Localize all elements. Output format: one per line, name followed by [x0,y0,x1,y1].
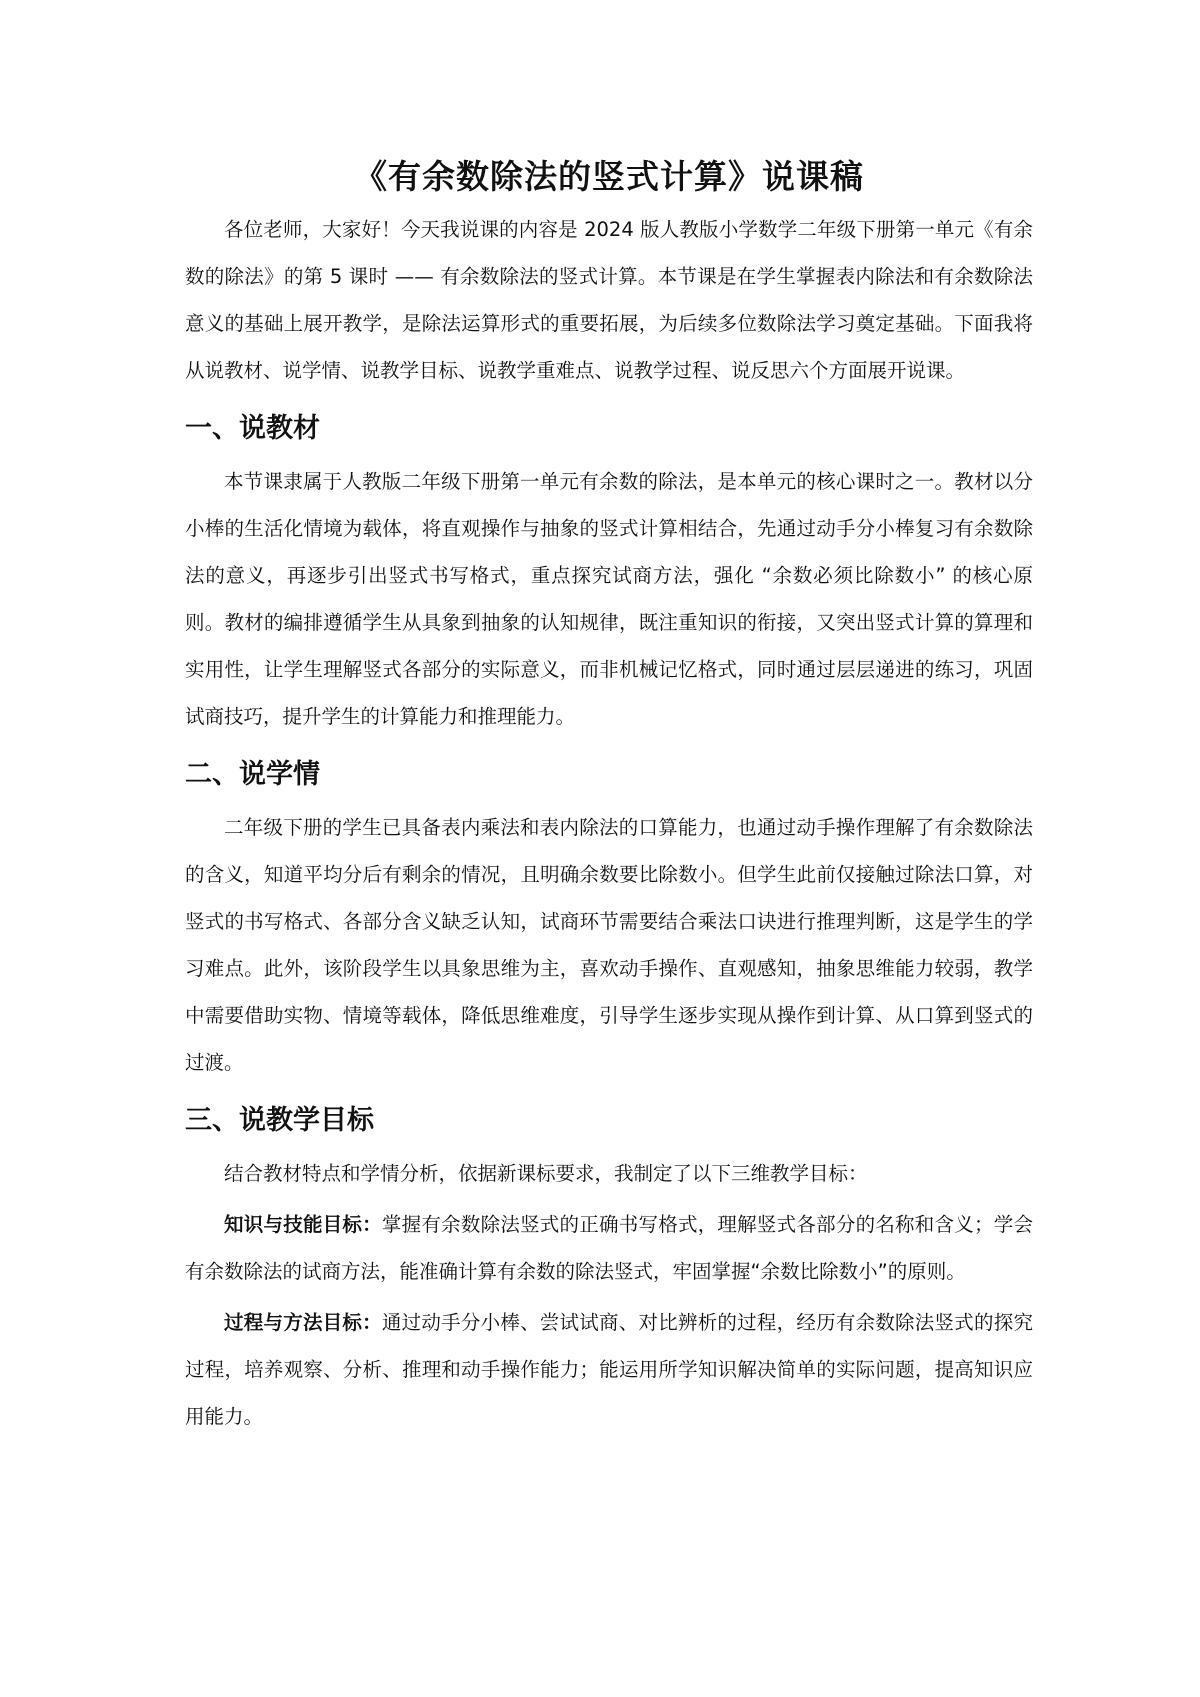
goal-knowledge-skills [185,1201,1033,1295]
section-body-textbook: 本节课隶属于人教版二年级下册第一单元有余数的除法，是本单元的核心课时之一。教材以分小棒的生活化情境为载体，将直观操作与抽象的竖式计算相结合，先通过动手分小棒复习有余数除法的意义，再逐步引出竖式书写格式，重点探究试商方法，强化 “余数必须比除数小” 的核心原则。教材的编排遵循学生从具象到抽象的认知规律，既注重知识的衔接，又突出竖式计算的算理和实用性，让学生理解竖式各部分的实际意义，而非机械记忆格式，同时通过层层递进的练习，巩固试商技巧，提升学生的计算能力和推理能力。 [185,470,1033,728]
intro-paragraph: 各位老师，大家好！今天我说课的内容是 2024 版人教版小学数学二年级下册第一单元《有余数的除法》的第 5 课时 —— 有余数除法的竖式计算。本节课是在学生掌握表内除法和有余数除法意义的基础上展开教学，是除法运算形式的重要拓展，为后续多位数除法学习奠定基础。下面我将从说教材、说学情、说教学目标、说教学重难点、说教学过程、说反思六个方面展开说课。 [185,218,1033,382]
section-heading-textbook: 一、说教材 [185,413,320,444]
document-title: 《有余数除法的竖式计算》说课稿 [354,157,864,196]
section-heading-students: 二、说学情 [185,759,320,790]
section-body-students: 二年级下册的学生已具备表内乘法和表内除法的口算能力，也通过动手操作理解了有余数除法的含义，知道平均分后有剩余的情况，且明确余数要比除数小。但学生此前仅接触过除法口算，对竖式的书写格式、各部分含义缺乏认知，试商环节需要结合乘法口诀进行推理判断，这是学生的学习难点。此外，该阶段学生以具象思维为主，喜欢动手操作、直观感知，抽象思维能力较弱，教学中需要借助实物、情境等载体，降低思维难度，引导学生逐步实现从操作到计算、从口算到竖式的过渡。 [185,816,1033,1074]
document-content [185,152,1033,1440]
section-body-goals: 结合教材特点和学情分析，依据新课标要求，我制定了以下三维教学目标： [224,1162,868,1185]
goal-process-method-text: 通过动手分小棒、尝试试商、对比辨析的过程，经历有余数除法竖式的探究过程，培养观察、分析、推理和动手操作能力；能运用所学知识解决简单的实际问题，提高知识应用能力。 [185,1311,1033,1428]
goal-knowledge-skills-label: 知识与技能目标： [224,1213,382,1236]
goal-process-method [185,1299,1033,1440]
goal-process-method-label: 过程与方法目标： [224,1311,382,1334]
goal-knowledge-skills-text: 掌握有余数除法竖式的正确书写格式，理解竖式各部分的名称和含义；学会有余数除法的试商方法，能准确计算有余数的除法竖式，牢固掌握“余数比除数小”的原则。 [185,1213,1033,1283]
section-heading-goals: 三、说教学目标 [185,1105,374,1136]
